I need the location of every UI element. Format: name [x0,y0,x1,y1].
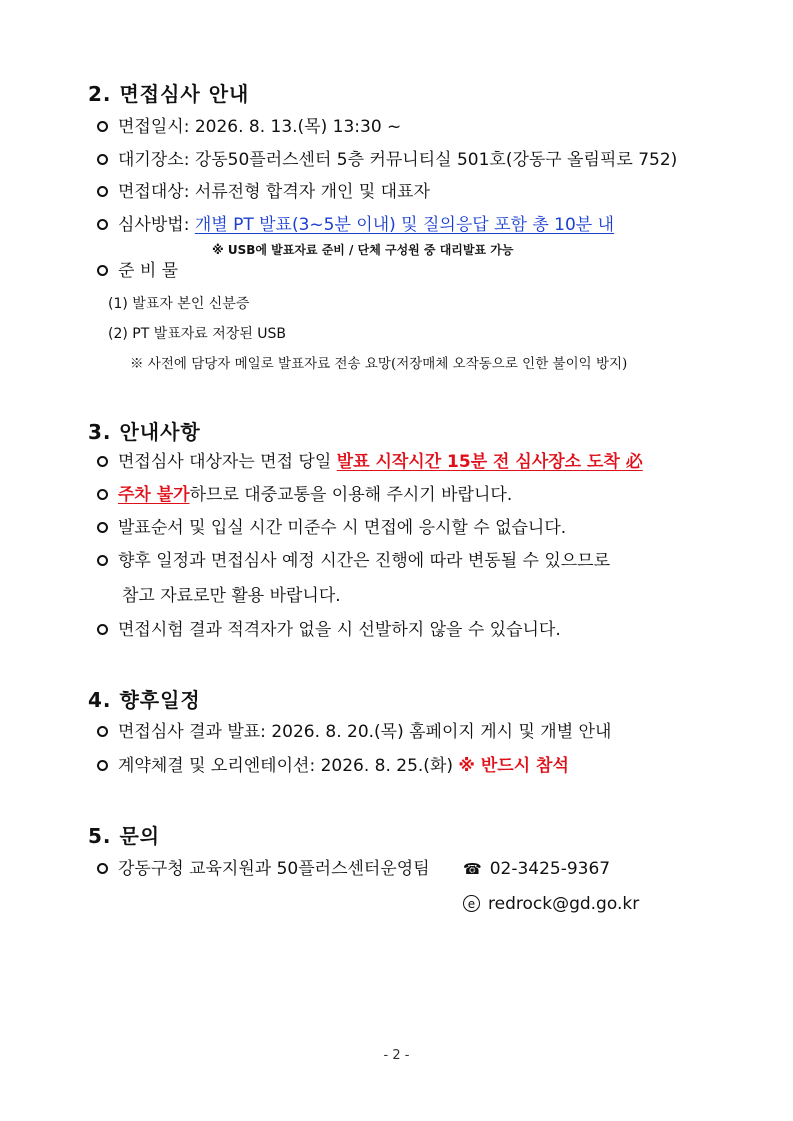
page-number: - 2 - [383,1048,410,1063]
method-label: 심사방법: [118,215,195,235]
prep-item: (2) PT 발표자료 저장된 USB [108,326,287,342]
interview-target: 면접대상: 서류전형 합격자 개인 및 대표자 [118,182,430,202]
circle-bullet-icon [97,555,108,566]
list-item [97,516,566,540]
prep-note: ※ 사전에 담당자 메일로 발표자료 전송 요망(저장매체 오작동으로 인한 불이익 방지) [130,356,628,372]
circle-bullet-icon [97,154,108,165]
list-item [97,618,561,642]
contact-department: 강동구청 교육지원과 50플러스센터운영팀 [118,859,430,879]
list-item [97,754,569,778]
list-item [97,483,512,507]
schedule-2-highlight: ※ 반드시 참석 [458,756,569,776]
list-item [97,115,401,139]
list-item [97,450,643,474]
circle-bullet-icon [97,219,108,230]
contact-phone [463,857,610,881]
circle-bullet-icon [97,121,108,132]
contact-email [463,892,639,916]
circle-bullet-icon [97,624,108,635]
circle-bullet-icon [97,186,108,197]
notice-4-line-2: 참고 자료로만 활용 바랍니다. [122,586,341,606]
section-4-title: 4. 향후일정 [88,688,201,712]
circle-bullet-icon [97,863,108,874]
circle-bullet-icon [97,726,108,737]
list-item [97,213,614,237]
interview-datetime: 면접일시: 2026. 8. 13.(목) 13:30 ~ [118,117,402,137]
waiting-location: 대기장소: 강동50플러스센터 5층 커뮤니티실 501호(강동구 올림픽로 752) [118,150,678,170]
section-2-title: 2. 면접심사 안내 [88,82,250,106]
circle-bullet-icon [97,760,108,771]
section-5-title: 5. 문의 [88,824,161,848]
notice-5: 면접시험 결과 적격자가 없을 시 선발하지 않을 수 있습니다. [118,620,561,640]
notice-1-highlight: 발표 시작시간 15분 전 심사장소 도착 必 [336,452,643,472]
schedule-1: 면접심사 결과 발표: 2026. 8. 20.(목) 홈페이지 게시 및 개별 안내 [118,722,612,742]
list-item [97,857,430,881]
circle-bullet-icon [97,265,108,276]
phone-number: 02-3425-9367 [489,859,611,879]
prep-item: (1) 발표자 본인 신분증 [108,296,250,312]
list-item [97,259,178,283]
phone-icon: ☎ [463,860,482,878]
schedule-2-prefix: 계약체결 및 오리엔테이션: 2026. 8. 25.(화) [118,756,459,776]
notice-1-prefix: 면접심사 대상자는 면접 당일 [118,452,337,472]
prep-label: 준 비 물 [118,261,179,281]
notice-2-suffix: 하므로 대중교통을 이용해 주시기 바랍니다. [189,485,513,505]
method-value: 개별 PT 발표(3~5분 이내) 및 질의응답 포함 총 10분 내 [194,215,615,235]
notice-2-highlight: 주차 불가 [118,485,190,505]
list-item [97,720,611,744]
list-item [97,180,430,204]
circle-bullet-icon [97,489,108,500]
circle-bullet-icon [97,456,108,467]
notice-4-line-1: 향후 일정과 면접심사 예정 시간은 진행에 따라 변동될 수 있으므로 [118,551,611,571]
notice-3: 발표순서 및 입실 시간 미준수 시 면접에 응시할 수 없습니다. [118,518,567,538]
section-3-title: 3. 안내사항 [88,420,201,444]
method-note: ※ USB에 발표자료 준비 / 단체 구성원 중 대리발표 가능 [212,243,514,257]
list-item [97,148,677,172]
circle-bullet-icon [97,522,108,533]
list-item [97,549,610,573]
email-address[interactable]: redrock@gd.go.kr [488,894,640,914]
email-icon: e [463,895,480,912]
